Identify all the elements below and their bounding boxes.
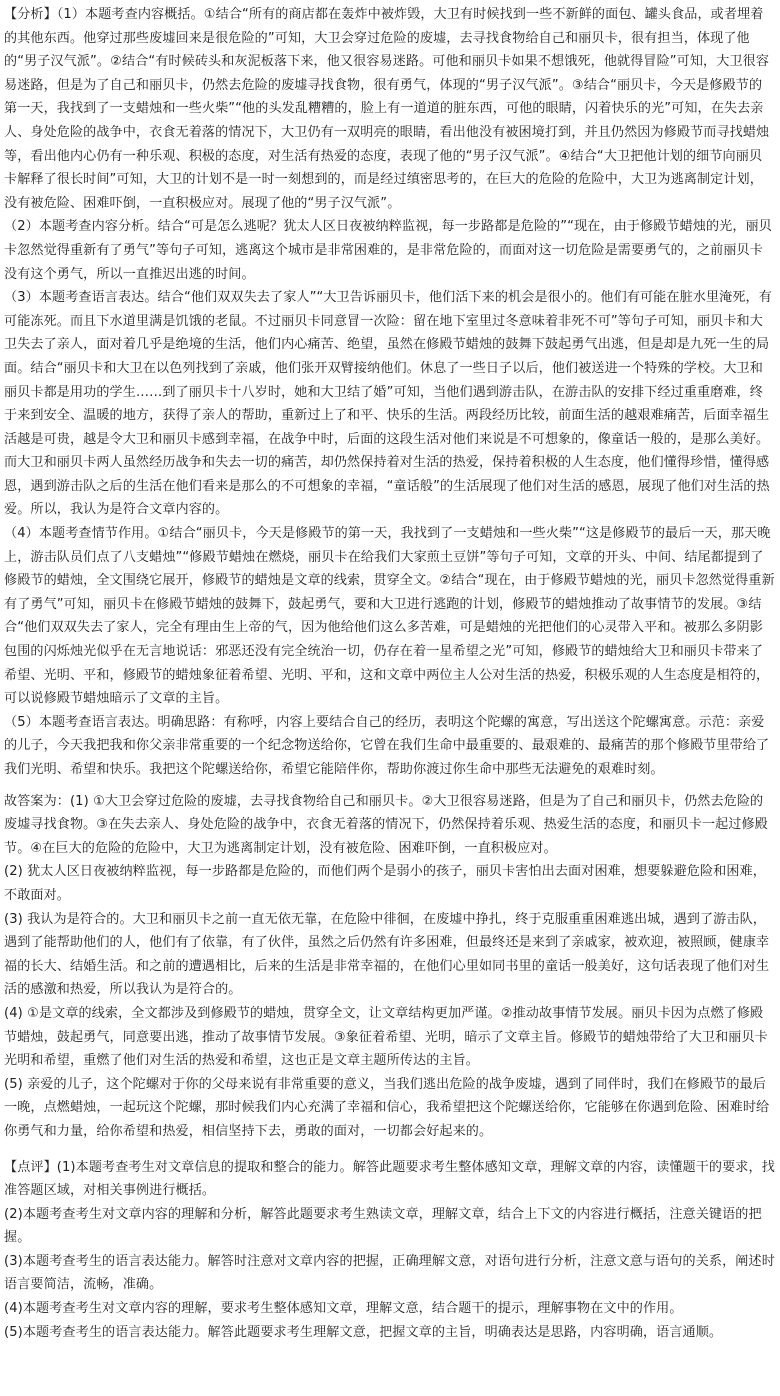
analysis-paragraph-3: （3）本题考查语言表达。结合“他们双双失去了家人”“大卫告诉丽贝卡，他们活下来的机会是很小的。他们有可能在脏水里淹死，有可能冻死。而且下水道里满是饥饿的老鼠。不过丽贝卡同意冒一次险：留在地下室里过冬意味着非死不可”等句子可知，丽贝卡和大卫失去了亲人，面对着几乎是绝境的生活，他们内心痛苦、绝望，虽然在修殿节蜡烛的鼓舞下鼓起勇气出逃，但是却是九死一生的局面。结合“丽贝卡和大卫在以色列找到了亲戚，他们张开双臂接纳他们。休息了一些日子以后，他们被送进一个特殊的学校。大卫和丽贝卡都是用功的学生……到了丽贝卡十八岁时，她和大卫结了婚”可知，当他们遇到游击队，在游击队的安排下经过重重磨难，终于来到安全、温暖的地方，获得了亲人的帮助，重新过上了和平、快乐的生活。两段经历比较，前面生活的越艰难痛苦，后面幸福生活越是可贵，越是令大卫和丽贝卡感到幸福，在战争中时，后面的这段生活对他们来说是不可想象的，像童话一般的，是那么美好。而大卫和丽贝卡两人虽然经历战争和失去一切的痛苦，却仍然保持着对生活的热爱，保持着积极的人生态度，他们懂得珍惜，懂得感恩，遇到游击队之后的生活在他们看来是那么的不可想象的幸福，“童话般”的生活展现了他们对生活的感恩，展现了他们对生活的热爱。所以，我认为是符合文章内容的。 xyxy=(4,290,772,518)
analysis-paragraph-2: （2）本题考查内容分析。结合“可是怎么逃呢？犹太人区日夜被纳粹监视，每一步路都是危险的”“现在，由于修殿节蜡烛的光，丽贝卡忽然觉得重新有了勇气”等句子可知，逃离这个城市是非常困难的，是非常危险的，而面对这一切危险是需要勇气的，之前丽贝卡没有这个勇气，所以一直推迟出逃的时间。 xyxy=(4,219,772,282)
answer-paragraph-3: (3) 我认为是符合的。大卫和丽贝卡之前一直无依无靠，在危险中徘徊，在废墟中挣扎，终于克服重重困难逃出城，遇到了游击队，遇到了能帮助他们的人，他们有了依靠，有了伙伴，虽然之后仍然有许多困难，但最终还是来到了亲戚家，被欢迎，被照顾，健康幸福的长大、结婚生活。和之前的遭遇相比，后来的生活是非常幸福的，在他们心里如同书里的童话一般美好，这句话表现了他们对生活的感激和热爱，所以我认为是符合的。 xyxy=(4,911,770,998)
comments-section xyxy=(4,1156,775,1345)
answer-paragraph-4: (4) ①是文章的线索，全文都涉及到修殿节的蜡烛，贯穿全文，让文章结构更加严谨。②推动故事情节发展。丽贝卡因为点燃了修殿节蜡烛，鼓起勇气，同意要出逃，推动了故事情节发展。③象征着希望、光明，暗示了文章主旨。修殿节的蜡烛带给了大卫和丽贝卡光明和希望，重燃了他们对生活的热爱和希望，这也正是文章主题所传达的主旨。 xyxy=(4,1005,768,1069)
answers-section xyxy=(4,790,775,1144)
comment-paragraph-5: (5)本题考查考生的语言表达能力。解答此题要求考生理解文意，把握文章的主旨，明确表达是思路，内容明确，语言通顺。 xyxy=(4,1324,723,1340)
comment-paragraph-2: (2)本题考查考生对文章内容的理解和分析，解答此题要求考生熟读文章，理解文章，结合上下文的内容进行概括，注意关键语的把握。 xyxy=(4,1206,762,1246)
comment-paragraph-3: (3)本题考查考生的语言表达能力。解答时注意对文章内容的把握，正确理解文意，对语句进行分析，注意文意与语句的关系，阐述时语言要简洁，流畅，准确。 xyxy=(4,1253,775,1293)
analysis-paragraph-5: （5）本题考查语言表达。明确思路：有称呼，内容上要结合自己的经历，表明这个陀螺的寓意，写出送这个陀螺寓意。示范：亲爱的儿子，今天我把我和你父亲非常重要的一个纪念物送给你，它曾在我们生命中最重要的、最艰难的、最痛苦的那个修殿节里带给了我们光明、希望和快乐。我把这个陀螺送给你，希望它能陪伴你，帮助你渡过你生命中那些无法避免的艰难时刻。 xyxy=(4,714,770,777)
analysis-paragraph-4: （4）本题考查情节作用。①结合“丽贝卡，今天是修殿节的第一天，我找到了一支蜡烛和一些火柴”“这是修殿节的最后一天，那天晚上，游击队员们点了八支蜡烛”“修殿节蜡烛在燃烧，丽贝卡在给我们大家煎土豆饼”等句子可知，文章的开头、中间、结尾都提到了修殿节的蜡烛，全文围绕它展开，修殿节的蜡烛是文章的线索，贯穿全文。②结合“现在，由于修殿节蜡烛的光，丽贝卡忽然觉得重新有了勇气”可知，丽贝卡在修殿节蜡烛的鼓舞下，鼓起勇气，要和大卫进行逃跑的计划，修殿节的蜡烛推动了故事情节的发展。③结合“他们双双失去了家人，完全有理由生上帝的气，因为他给他们这么多苦难，可是蜡烛的光把他们的心灵带入平和。被那么多阴影包围的闪烁烛光似乎在无言地说话：邪恶还没有完全统治一切，仍存在着一星希望之光”可知，修殿节的蜡烛给大卫和丽贝卡带来了希望、光明、平和，修殿节的蜡烛象征着希望、光明、平和，这和文章中两位主人公对生活的热爱，积极乐观的人生态度是相符的，可以说修殿节蜡烛暗示了文章的主旨。 xyxy=(4,526,775,707)
analysis-section xyxy=(4,3,775,782)
answer-paragraph-1: 故答案为：(1) ①大卫会穿过危险的废墟，去寻找食物给自己和丽贝卡。②大卫很容易迷路，但是为了自己和丽贝卡，仍然去危险的废墟寻找食物。③在失去亲人、身处危险的战争中，衣食无着落的情况下，仍然保持着乐观、热爱生活的态度，和丽贝卡一起过修殿节。④在巨大的危险的危险中，大卫为逃离制定计划，没有被危险、困难吓倒，一直积极应对。 xyxy=(4,793,768,856)
section-spacer xyxy=(4,782,775,790)
answer-paragraph-2: (2) 犹太人区日夜被纳粹监视，每一步路都是危险的，而他们两个是弱小的孩子，丽贝卡害怕出去面对困难，想要躲避危险和困难，不敢面对。 xyxy=(4,864,766,903)
answer-paragraph-5: (5) 亲爱的儿子，这个陀螺对于你的父母来说有非常重要的意义，当我们逃出危险的战争废墟，遇到了同伴时，我们在修殿节的最后一晚，点燃蜡烛，一起玩这个陀螺，那时候我们内心充满了幸福和信心，我希望把这个陀螺送给你，它能够在你遇到危险、困难时给你勇气和力量，给你希望和热爱，相信坚持下去，勇敢的面对，一切都会好起来的。 xyxy=(4,1076,770,1139)
comment-paragraph-4: (4)本题考查考生对文章内容的理解，要求考生整体感知文章，理解文意，结合题干的提示，理解事物在文中的作用。 xyxy=(4,1301,683,1317)
section-spacer xyxy=(4,1144,775,1156)
analysis-paragraph-1: 【分析】（1）本题考查内容概括。①结合“所有的商店都在轰炸中被炸毁，大卫有时候找到一些不新鲜的面包、罐头食品，或者埋着的其他东西。他穿过那些废墟回来是很危险的”可知，大卫会穿过危险的废墟，去寻找食物给自己和丽贝卡，很有担当，体现了他的“男子汉气派”。②结合“有时候砖头和灰泥板落下来，他又很容易迷路。可他和丽贝卡如果不想饿死，他就得冒险”可知，大卫很容易迷路，但是为了自己和丽贝卡，仍然去危险的废墟寻找食物，很有勇气，体现的“男子汉气派”。③结合“丽贝卡，今天是修殿节的第一天，我找到了一支蜡烛和一些火柴”“他的头发乱糟糟的，脸上有一道道的脏东西，可他的眼睛，闪着快乐的光”可知，在失去亲人、身处危险的战争中，衣食无着落的情况下，大卫仍有一双明亮的眼睛，看出他没有被困境打到，并且仍然因为修殿节而寻找蜡烛等，看出他内心仍有一种乐观、积极的态度，对生活有热爱的态度，表现了他的“男子汉气派”。④结合“大卫把他计划的细节向丽贝卡解释了很长时间”可知，大卫的计划不是一时一刻想到的，而是经过缜密思考的，在巨大的危险的危险中，大卫为逃离制定计划，没有被危险、困难吓倒，一直积极应对。展现了他的“男子汉气派”。 xyxy=(4,7,770,211)
comment-paragraph-1: 【点评】(1)本题考查考生对文章信息的提取和整合的能力。解答此题要求考生整体感知文章，理解文章的内容，读懂题干的要求，找准答题区域，对相关事例进行概括。 xyxy=(4,1159,775,1199)
